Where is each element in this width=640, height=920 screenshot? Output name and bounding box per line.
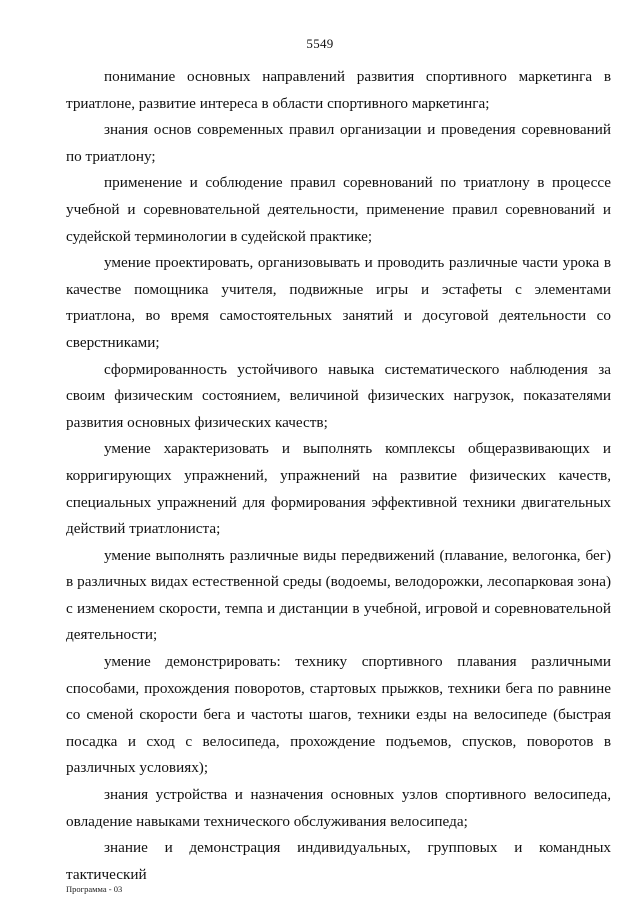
- document-body: [66, 64, 611, 888]
- paragraph: умение характеризовать и выполнять комплексы общеразвивающих и корригирующих упражнений, упражнений на развитие физических качеств, специальных упражнений для формирования эффективной техники двигательных действий триатлониста;: [66, 440, 611, 538]
- paragraph: умение выполнять различные виды передвижений (плавание, велогонка, бег) в различных видах естественной среды (водоемы, велодорожки, лесопарковая зона) с изменением скорости, темпа и дистанции в учебной, игровой и соревновательной деятельности;: [66, 546, 611, 644]
- paragraph: умение проектировать, организовывать и проводить различные части урока в качестве помощника учителя, подвижные игры и эстафеты с элементами триатлона, во время самостоятельных занятий и досуговой деятельности со сверстниками;: [66, 254, 611, 351]
- paragraph: знания устройства и назначения основных узлов спортивного велосипеда, овладение навыками технического обслуживания велосипеда;: [66, 786, 611, 830]
- paragraph: понимание основных направлений развития спортивного маркетинга в триатлоне, развитие интереса в области спортивного маркетинга;: [66, 68, 611, 112]
- page-number: 5549: [306, 36, 334, 51]
- paragraph: применение и соблюдение правил соревнований по триатлону в процессе учебной и соревновательной деятельности, применение правил соревнований и судейской терминологии в судейской практике;: [66, 174, 611, 245]
- footer-label: Программа - 03: [66, 884, 123, 894]
- paragraph: знания основ современных правил организации и проведения соревнований по триатлону;: [66, 121, 611, 165]
- paragraph: умение демонстрировать: технику спортивного плавания различными способами, прохождения поворотов, стартовых прыжков, техники бега по равнине со сменой скорости бега и частоты шагов, техники езды на велосипеде (быстрая посадка и сход с велосипеда, прохождение подъемов, спусков, поворотов в различных условиях);: [66, 653, 611, 777]
- paragraph: знание и демонстрация индивидуальных, групповых и командных тактический: [66, 839, 611, 883]
- paragraph: сформированность устойчивого навыка систематического наблюдения за своим физическим состоянием, величиной физических нагрузок, показателями развития основных физических качеств;: [66, 360, 611, 431]
